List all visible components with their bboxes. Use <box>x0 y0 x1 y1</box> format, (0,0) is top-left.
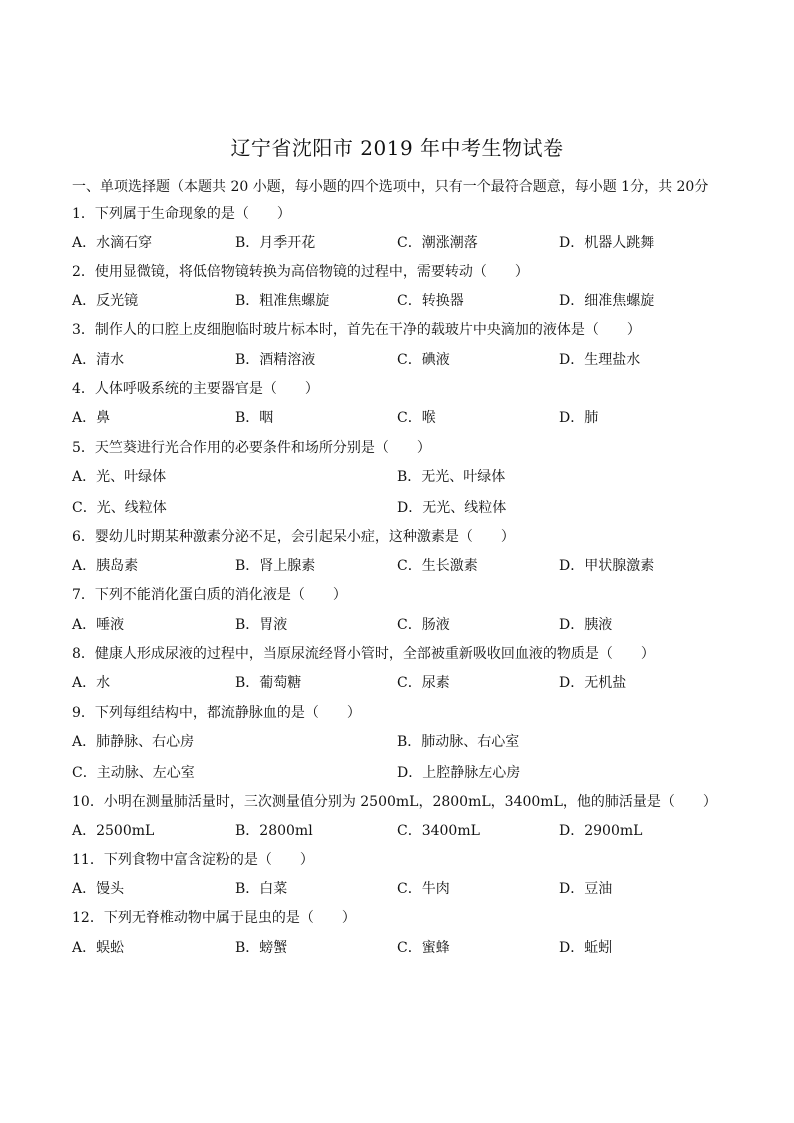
question-11-stem: 11．下列食物中富含淀粉的是（ ） <box>72 852 314 868</box>
question-11-option-d: D．豆油 <box>559 881 613 897</box>
question-4-option-d: D．肺 <box>559 410 599 426</box>
question-5-option-a: A．光、叶绿体 <box>72 469 167 485</box>
question-11-option-a: A．馒头 <box>72 881 125 897</box>
question-7-option-d: D．胰液 <box>559 617 613 633</box>
question-4-option-a: A．鼻 <box>72 410 111 426</box>
question-1-option-d: D．机器人跳舞 <box>559 235 655 251</box>
question-9-stem: 9．下列每组结构中，都流静脉血的是（ ） <box>72 705 361 721</box>
question-7-stem: 7．下列不能消化蛋白质的消化液是（ ） <box>72 587 347 603</box>
question-5-stem: 5．天竺葵进行光合作用的必要条件和场所分别是（ ） <box>72 440 431 456</box>
question-9-option-b: B．肺动脉、右心室 <box>397 734 520 750</box>
question-9-option-a: A．肺静脉、右心房 <box>72 734 195 750</box>
question-8-option-c: C．尿素 <box>397 675 450 691</box>
question-12-option-c: C．蜜蜂 <box>397 940 450 956</box>
question-2-option-d: D．细准焦螺旋 <box>559 293 655 309</box>
question-1-stem: 1．下列属于生命现象的是（ ） <box>72 206 291 222</box>
question-10-option-c: C．3400mL <box>397 823 480 839</box>
question-10-option-d: D．2900mL <box>559 823 643 839</box>
question-1-option-c: C．潮涨潮落 <box>397 235 478 251</box>
question-2-option-b: B．粗准焦螺旋 <box>235 293 330 309</box>
question-8-stem: 8．健康人形成尿液的过程中，当原尿流经肾小管时，全部被重新吸收回血液的物质是（ ） <box>72 646 655 662</box>
exam-title: 辽宁省沈阳市 2019 年中考生物试卷 <box>230 136 564 160</box>
question-6-option-d: D．甲状腺激素 <box>559 558 655 574</box>
question-8-option-a: A．水 <box>72 675 111 691</box>
section-heading: 一、单项选择题（本题共 20 小题，每小题的四个选项中，只有一个最符合题意，每小题 1分，共 20分 <box>72 179 709 195</box>
question-12-option-d: D．蚯蚓 <box>559 940 613 956</box>
question-9-option-d: D．上腔静脉左心房 <box>397 765 521 781</box>
question-3-stem: 3．制作人的口腔上皮细胞临时玻片标本时，首先在干净的载玻片中央滴加的液体是（ ） <box>72 322 641 338</box>
question-11-option-b: B．白菜 <box>235 881 288 897</box>
question-10-stem: 10．小明在测量肺活量时，三次测量值分别为 2500mL，2800mL，3400mL，他的肺活量是（ ） <box>72 794 717 810</box>
question-6-stem: 6．婴幼儿时期某种激素分泌不足，会引起呆小症，这种激素是（ ） <box>72 529 515 545</box>
question-3-option-b: B．酒精溶液 <box>235 352 316 368</box>
question-3-option-c: C．碘液 <box>397 352 450 368</box>
question-2-stem: 2．使用显微镜，将低倍物镜转换为高倍物镜的过程中，需要转动（ ） <box>72 264 529 280</box>
question-8-option-b: B．葡萄糖 <box>235 675 302 691</box>
question-12-option-a: A．蜈蚣 <box>72 940 125 956</box>
question-3-option-a: A．清水 <box>72 352 125 368</box>
question-4-stem: 4．人体呼吸系统的主要器官是（ ） <box>72 381 319 397</box>
question-4-option-c: C．喉 <box>397 410 436 426</box>
question-11-option-c: C．牛肉 <box>397 881 450 897</box>
question-5-option-b: B．无光、叶绿体 <box>397 469 506 485</box>
question-12-stem: 12．下列无脊椎动物中属于昆虫的是（ ） <box>72 910 356 926</box>
question-9-option-c: C．主动脉、左心室 <box>72 765 195 781</box>
question-4-option-b: B．咽 <box>235 410 274 426</box>
question-6-option-a: A．胰岛素 <box>72 558 139 574</box>
question-1-option-b: B．月季开花 <box>235 235 316 251</box>
question-7-option-c: C．肠液 <box>397 617 450 633</box>
question-7-option-b: B．胃液 <box>235 617 288 633</box>
question-12-option-b: B．螃蟹 <box>235 940 288 956</box>
question-2-option-a: A．反光镜 <box>72 293 139 309</box>
question-6-option-b: B．肾上腺素 <box>235 558 316 574</box>
question-5-option-d: D．无光、线粒体 <box>397 500 507 516</box>
question-6-option-c: C．生长激素 <box>397 558 478 574</box>
question-10-option-b: B．2800ml <box>235 823 313 839</box>
question-7-option-a: A．唾液 <box>72 617 125 633</box>
question-2-option-c: C．转换器 <box>397 293 464 309</box>
question-5-option-c: C．光、线粒体 <box>72 500 167 516</box>
question-10-option-a: A．2500mL <box>72 823 155 839</box>
question-1-option-a: A．水滴石穿 <box>72 235 153 251</box>
question-3-option-d: D．生理盐水 <box>559 352 641 368</box>
question-8-option-d: D．无机盐 <box>559 675 627 691</box>
